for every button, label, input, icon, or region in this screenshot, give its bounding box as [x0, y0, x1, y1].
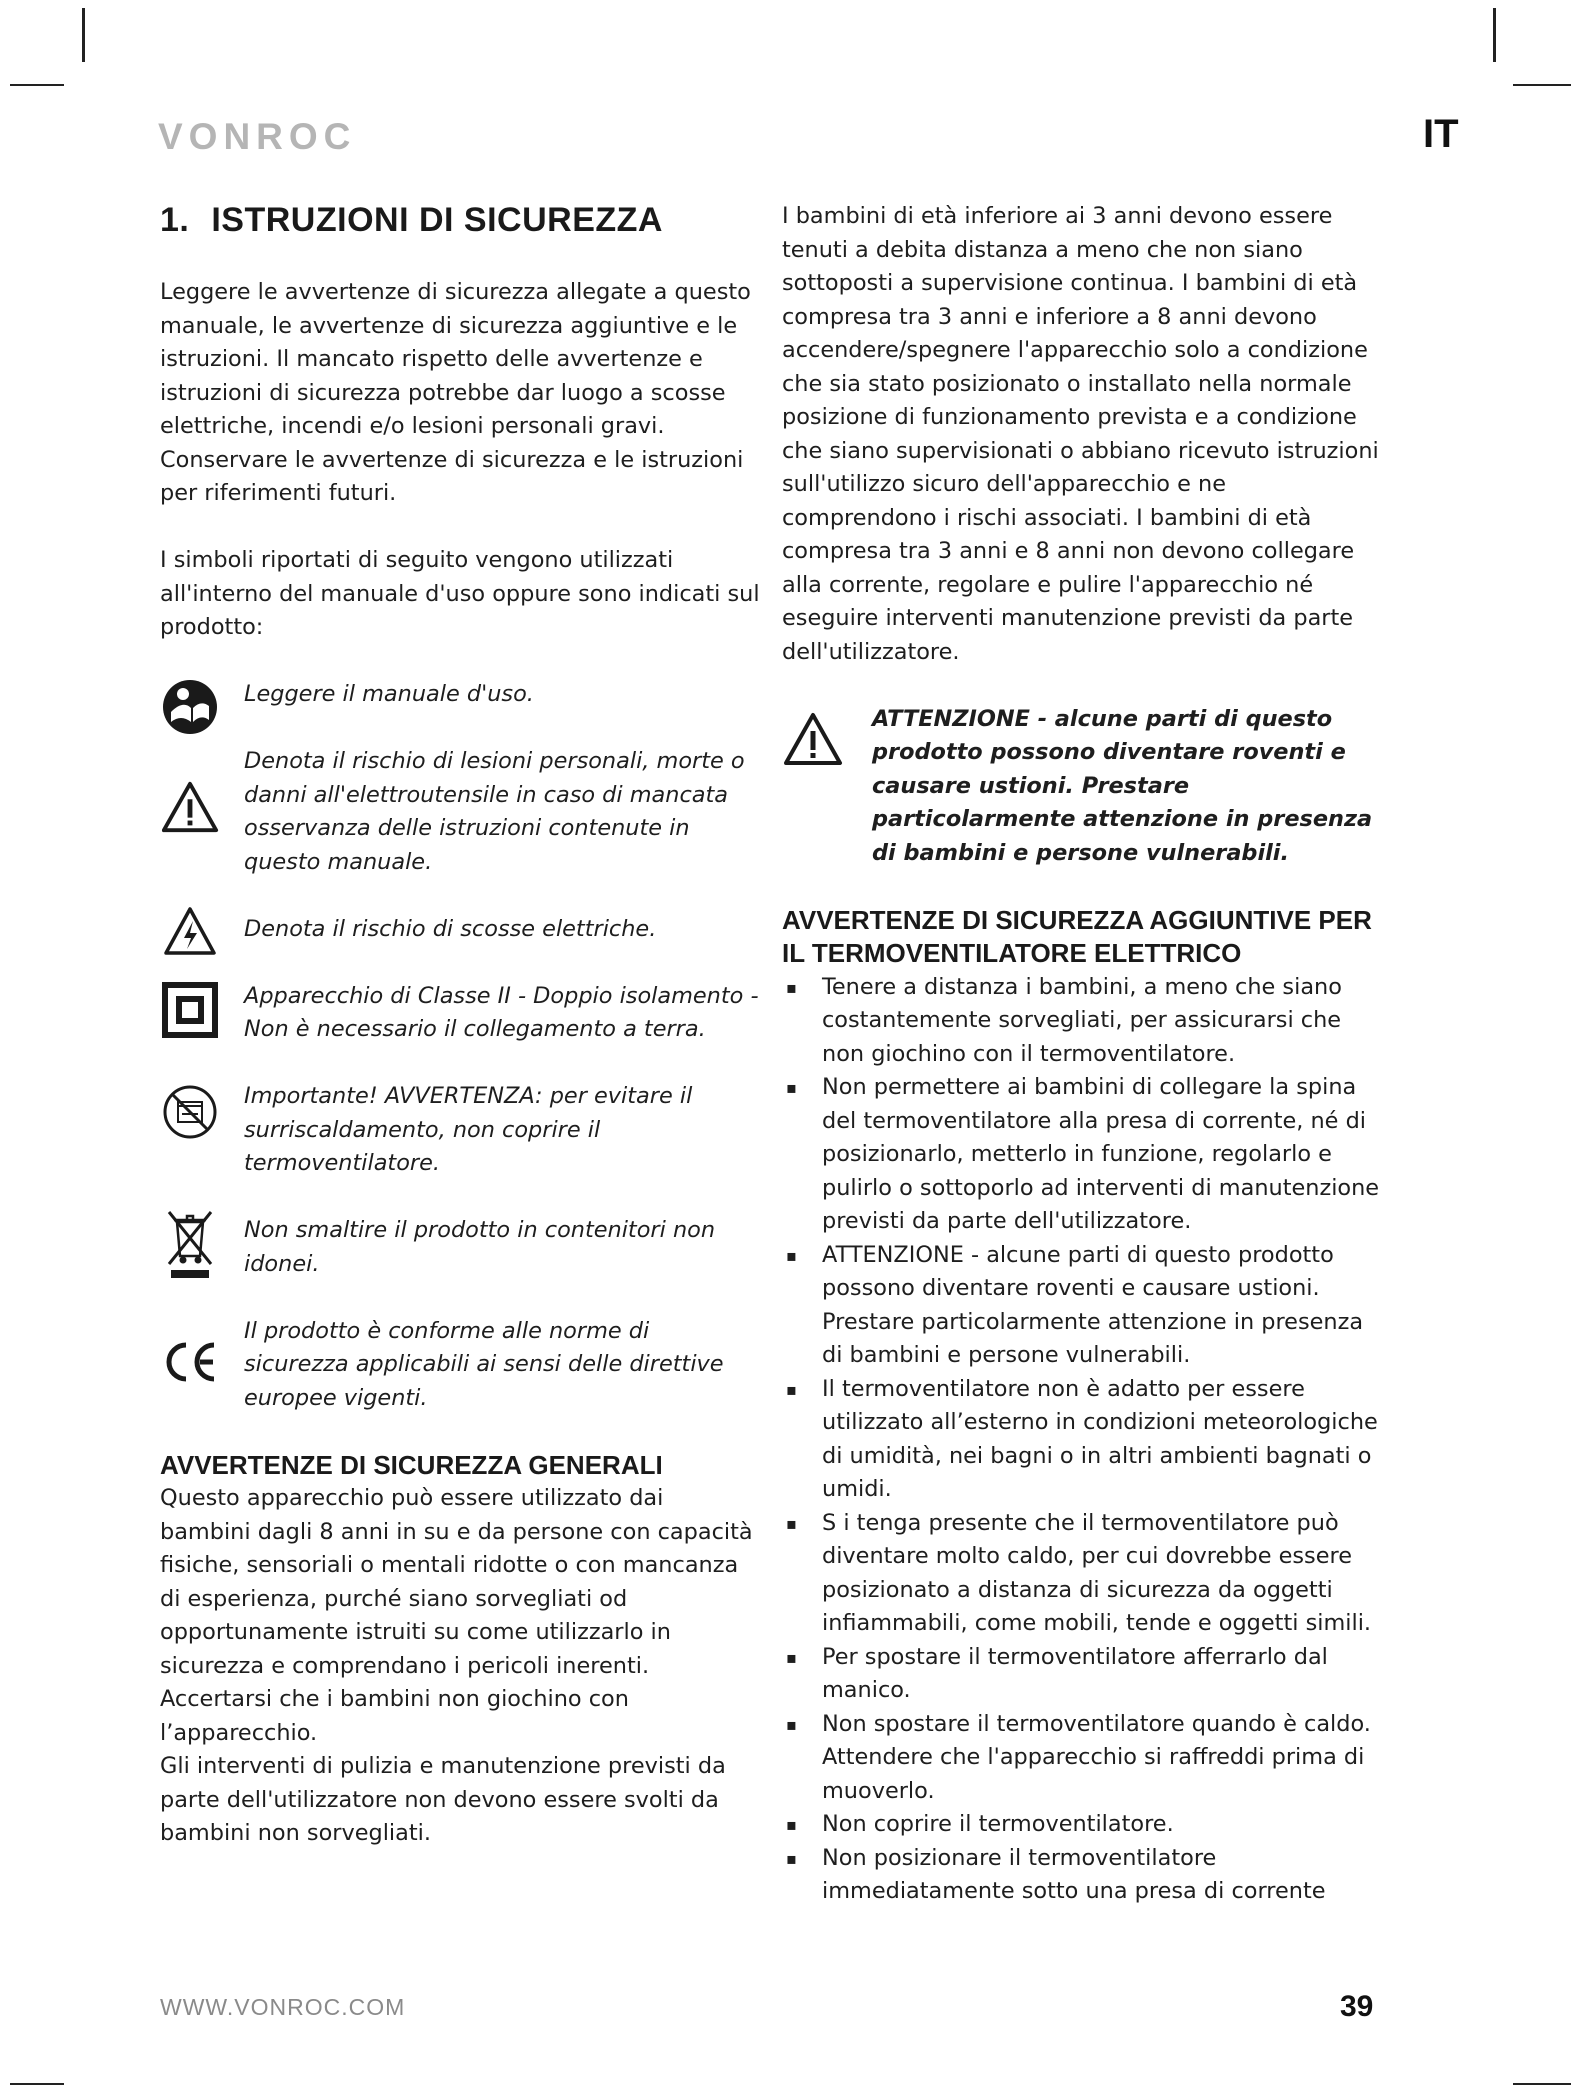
list-item: ▪ Non permettere ai bambini di collegare la spina del termoventilatore alla presa di corrente, né di posizionarlo, metterlo in funzione, regolarlo e pulirlo o sottoporlo ad interventi di manutenzione previsti da parte dell'utilizzatore.: [782, 1071, 1387, 1239]
hot-surface-warning: [782, 703, 1387, 871]
crop-mark: [1513, 2083, 1571, 2085]
symbol-text: Denota il rischio di scosse elettriche.: [244, 915, 657, 942]
footer-website: WWW.VONROC.COM: [160, 1994, 406, 2020]
children-paragraph: I bambini di età inferiore ai 3 anni devono essere tenuti a debita distanza a meno che non siano sottoposti a supervisione continua. I bambini di età compresa tra 3 anni e inferiore a 8 anni devono accendere/spegnere l'apparecchio solo a condizione che sia stato posizionato o installato nella normale posizione di funzionamento prevista e a condizione che siano supervisionati o abbiano ricevuto istruzioni sull'utilizzo sicuro dell'apparecchio e ne comprendono i rischi associati. I bambini di età compresa tra 3 anni e 8 anni non devono collegare alla corrente, regolare e pulire l'apparecchio né eseguire interventi manutenzione previsti da parte dell'utilizzatore.: [782, 203, 1379, 665]
warning-text: ATTENZIONE - alcune parti di questo prodotto possono diventare roventi e causare ustioni. Prestare particolarmente attenzione in presenza di bambini e persone vulnerabili.: [872, 705, 1373, 866]
symbol-row-ce: [160, 1315, 760, 1416]
heater-warnings-heading: AVVERTENZE DI SICUREZZA AGGIUNTIVE PER IL TERMOVENTILATORE ELETTRICO: [782, 904, 1372, 968]
list-item: ▪ S i tenga presente che il termoventilatore può diventare molto caldo, per cui dovrebbe essere posizionato a distanza di sicurezza da oggetti infiammabili, come mobili, tende e oggetti simili.: [782, 1507, 1387, 1641]
list-item: ▪ Non posizionare il termoventilatore immediatamente sotto una presa di corrente: [782, 1842, 1387, 1909]
warning-triangle-icon: [782, 711, 844, 771]
symbol-text: Denota il rischio di lesioni personali, morte o danni all'elettroutensile in caso di mancata osservanza delle istruzioni contenute in questo manuale.: [244, 748, 745, 875]
crop-mark: [1513, 84, 1571, 86]
symbol-row-class-ii: [160, 980, 760, 1047]
do-not-cover-icon: [160, 1084, 220, 1140]
symbol-row-warning: [160, 745, 760, 879]
section-number: 1.: [160, 201, 190, 239]
crop-mark: [10, 2083, 64, 2085]
symbol-text: Leggere il manuale d'uso.: [244, 681, 534, 707]
brand-logo: VONROC: [158, 116, 357, 157]
symbol-text: Non smaltire il prodotto in contenitori non idonei.: [244, 1217, 716, 1277]
language-code: IT: [1423, 112, 1459, 156]
crop-mark: [82, 8, 85, 62]
heater-warnings-list: [782, 971, 1387, 1909]
symbols-intro: I simboli riportati di seguito vengono utilizzati all'interno del manuale d'uso oppure sono indicati sul prodotto:: [160, 547, 760, 640]
list-item: ▪ Non spostare il termoventilatore quando è caldo. Attendere che l'apparecchio si raffreddi prima di muoverlo.: [782, 1708, 1387, 1809]
electric-shock-icon: [160, 905, 220, 957]
crop-mark: [1493, 8, 1496, 62]
intro-paragraph: Leggere le avvertenze di sicurezza allegate a questo manuale, le avvertenze di sicurezza aggiuntive e le istruzioni. Il mancato rispetto delle avvertenze e istruzioni di sicurezza potrebbe dar luogo a scosse elettriche, incendi e/o lesioni personali gravi. Conservare le avvertenze di sicurezza e le istruzioni per riferimenti futuri.: [160, 279, 751, 506]
symbol-row-read-manual: [160, 678, 760, 712]
section-title: [160, 200, 760, 240]
symbol-text: Il prodotto è conforme alle norme di sicurezza applicabili ai sensi delle direttive europee vigenti.: [244, 1317, 724, 1411]
list-item: ▪ Il termoventilatore non è adatto per essere utilizzato all’esterno in condizioni meteorologiche di umidità, nei bagni o in altri ambienti bagnati o umidi.: [782, 1373, 1387, 1507]
page-number: 39: [1340, 1990, 1374, 2023]
weee-bin-icon: [160, 1208, 220, 1280]
crop-mark: [10, 84, 64, 86]
left-column: [160, 200, 760, 1851]
general-paragraph-1: Questo apparecchio può essere utilizzato dai bambini dagli 8 anni in su e da persone con capacità fisiche, sensoriali o mentali ridotte o con mancanza di esperienza, purché siano sorvegliati od opportunamente istruiti su come utilizzarlo in sicurezza e comprendano i pericoli inerenti. Accertarsi che i bambini non giochino con l’apparecchio.: [160, 1485, 753, 1746]
class-ii-icon: [160, 982, 220, 1038]
symbol-row-electric-shock: [160, 913, 760, 947]
symbol-text: Apparecchio di Classe II - Doppio isolamento - Non è necessario il collegamento a terra.: [244, 982, 759, 1042]
symbol-row-weee: [160, 1214, 760, 1281]
list-item: ▪ Per spostare il termoventilatore afferrarlo dal manico.: [782, 1641, 1387, 1708]
list-item: ▪ Non coprire il termoventilatore.: [782, 1808, 1387, 1842]
warning-triangle-icon: [160, 779, 220, 835]
list-item: ▪ ATTENZIONE - alcune parti di questo prodotto possono diventare roventi e causare ustioni. Prestare particolarmente attenzione in presenza di bambini e persone vulnerabili.: [782, 1239, 1387, 1373]
symbol-text: Importante! AVVERTENZA: per evitare il surriscaldamento, non coprire il termoventilatore.: [244, 1083, 693, 1176]
list-item: ▪ Tenere a distanza i bambini, a meno che siano costantemente sorvegliati, per assicurarsi che non giochino con il termoventilatore.: [782, 971, 1387, 1072]
ce-mark-icon: [160, 1337, 220, 1387]
read-manual-icon: [160, 678, 220, 736]
symbol-row-do-not-cover: [160, 1080, 760, 1181]
general-paragraph-2: Gli interventi di pulizia e manutenzione previsti da parte dell'utilizzatore non devono essere svolti da bambini non sorvegliati.: [160, 1753, 726, 1846]
right-column: [782, 200, 1387, 1909]
general-warnings-heading: AVVERTENZE DI SICUREZZA GENERALI: [160, 1449, 663, 1480]
section-title-text: ISTRUZIONI DI SICUREZZA: [211, 201, 663, 239]
